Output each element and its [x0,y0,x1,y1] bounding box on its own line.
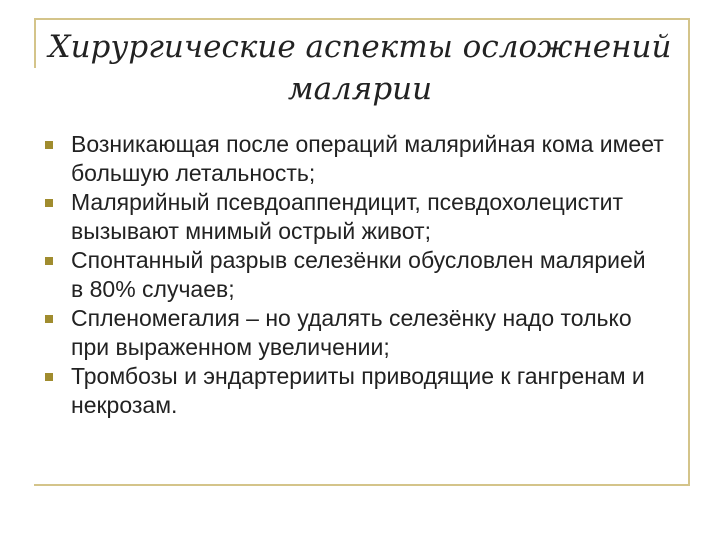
square-bullet-icon [45,315,53,323]
bullet-text: Возникающая после операций малярийная кома имеет большую летальность; [71,131,664,186]
bullet-text: Спленомегалия – но удалять селезёнку надо только при выраженном увеличении; [71,305,632,360]
frame-left-line [34,18,36,68]
square-bullet-icon [45,373,53,381]
frame-right-line [688,18,690,486]
bullet-text: Малярийный псевдоаппендицит, псевдохолецистит вызывают мнимый острый живот; [71,189,624,244]
square-bullet-icon [45,199,53,207]
bullet-item [44,188,664,246]
frame-top-line [34,18,690,20]
square-bullet-icon [45,141,53,149]
slide-title: Хирургические аспекты осложнений малярии [48,29,672,107]
bullet-text: Тромбозы и эндартерииты приводящие к гангренам и некрозам. [71,363,645,418]
square-bullet-icon [45,257,53,265]
bullet-item [44,304,664,362]
bullet-item [44,362,664,420]
bullet-text: Спонтанный разрыв селезёнки обусловлен малярией в 80% случаев; [71,247,646,302]
bullet-item [44,130,664,188]
bullet-list [44,130,664,420]
frame-bottom-line [34,484,690,486]
bullet-item [44,246,664,304]
